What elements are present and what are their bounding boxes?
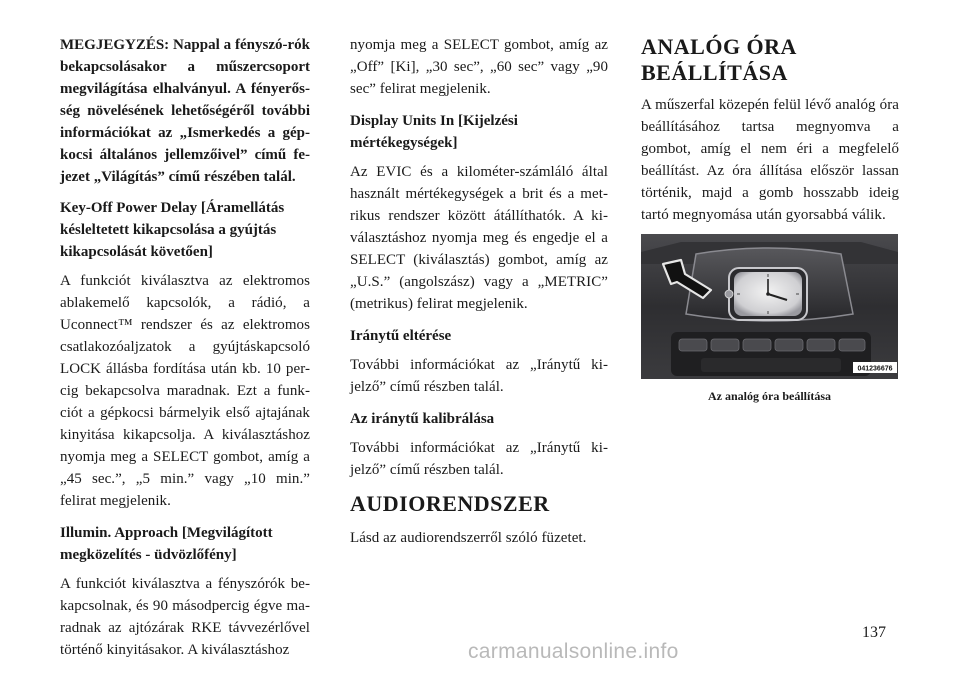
compass-variance-text: További információkat az „Iránytű ki-jelző” című részben talál. [350,357,608,395]
analog-clock-heading-line2: BEÁLLÍTÁSA [641,60,788,85]
compass-calibration-text: További információkat az „Iránytű ki-jelző” című részben talál. [350,440,608,478]
display-units-text: Az EVIC és a kilométer-számláló által használt mértékegységek a brit és a met-rikus rendszer között átállíthatók. A ki-választáshoz nyomja meg és engedje el a SELECT (kiválasztás) gombot, amíg az „U.S.” (angolszász) vagy a „METRIC” (metrikus) felirat megjelenik. [350,164,608,312]
clock-adjust-button [725,290,733,298]
analog-clock-photo [641,234,898,379]
compass-variance-heading: Iránytű eltérése [350,328,452,344]
display-units-heading: Display Units In [Kijelzési mértékegységek] [350,113,518,151]
left-column [60,34,310,671]
note-paragraph: MEGJEGYZÉS: Nappal a fényszó-rók bekapcsolásakor a műszercsoport megvilágítása elhalványul. A fényerős-ség növelésének lehetőségéről további információkat az „Ismerkedés a gép-kocsi általános jellemzőivel” című fe-jezet „Világítás” című részében talál. [60,37,310,185]
illumin-approach-heading: Illumin. Approach [Megvilágított megközelítés - üdvözlőfény] [60,525,273,563]
audio-system-heading: AUDIORENDSZER [350,491,550,516]
figure-caption: Az analóg óra beállítása [708,389,831,403]
select-continuation-text: nyomja meg a SELECT gombot, amíg az „Off” [Ki], „30 sec”, „60 sec” vagy „90 sec” felirat megjelenik. [350,37,608,97]
middle-column [350,34,608,559]
page-number: 137 [862,624,886,641]
key-off-power-delay-text: A funkciót kiválasztva az elektromos ablakemelő kapcsolók, a rádió, a Uconnect™ rendszer és az elektromos csatlakozóaljzatok a gyújtáskapcsoló LOCK állásba fordítása után kb. 10 per-cig bekapcsolva maradnak. Ezt a funk-ciót a gépkocsi bármelyik első ajtajának kinyitása kikapcsolja. A kiválasztáshoz nyomja meg a SELECT gombot, amíg a „45 sec.”, „5 min.” vagy „10 min.” felirat megjelenik. [60,273,310,509]
dashboard-illustration [641,234,898,379]
illumin-approach-text: A funkciót kiválasztva a fényszórók be-kapcsolnak, és 90 másodpercig égve ma-radnak az ajtózárak RKE távvezérlővel történő kinyitásakor. A kiválasztáshoz [60,576,310,658]
analog-clock-text: A műszerfal közepén felül lévő analóg óra beállításához tartsa megnyomva a gombot, amíg el nem éri a megfelelő beállítást. Az óra állítása először lassan történik, majd a gomb hosszabb ideig tartó megnyomása után gyorsabbá válik. [641,97,899,223]
compass-calibration-heading: Az iránytű kalibrálása [350,411,495,427]
analog-clock-heading-line1: ANALÓG ÓRA [641,34,797,59]
watermark-text: carmanualsonline.info [468,640,679,663]
analog-clock-heading [641,34,899,86]
right-column [641,34,899,236]
key-off-power-delay-heading: Key-Off Power Delay [Áramellátás késleltetett kikapcsolása a gyújtás kikapcsolását követően] [60,200,285,260]
audio-system-text: Lásd az audiorendszerről szóló füzetet. [350,530,587,546]
figure-code: 041236676 [857,365,893,373]
